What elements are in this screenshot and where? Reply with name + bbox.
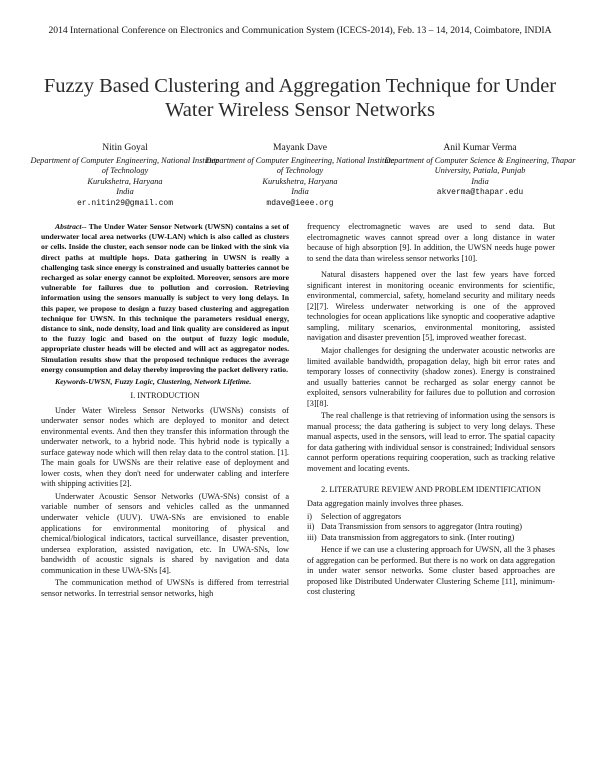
author-city: Kurukshetra, Haryana — [87, 176, 163, 186]
abstract-text: -- The Under Water Sensor Network (UWSN) contains a set of underwater local area networks (UW-LAN) which is also called as clusters or cells. Inside the cluster, each sensor node can be linked with the sink via direct paths at multiple hops. Data gathering in UWSN is really a challenging task since energy is constrained and usually batteries cannot be recharged as solar energy cannot be exploited. Moreover, sensors are more vulnerable for failures due to pollution and corrosion. Retrieving information using the sensors manually is subject to very long delays. In this paper, we propose to design a fuzzy based clustering and aggregation technique for UWSN. In this technique the parameters residual energy, distance to sink, node density, load and link quality are considered as input to the fuzzy logic and based on the output of fuzzy logic module, appropriate cluster heads will be elected and will act as aggregator nodes. Simulation results show that the proposed technique reduces the average energy consumption and delay thereby improving the packet delivery ratio. — [41, 222, 289, 374]
body-paragraph: Natural disasters happened over the last few years have forced significant interest in monitoring oceanic environments for scientific, environmental, commercial, safety, homeland security and military needs [2][7]. Wireless underwater networking is one of the approved technologies for ocean applications like synoptic and cooperative adaptive sampling, military scenarios, environmental monitoring, assisted navigation and disaster prevention [5], improved weather forecast. — [307, 270, 555, 343]
body-paragraph: Underwater Acoustic Sensor Networks (UWA-SNs) consist of a variable number of sensors and vehicles called as the unmanned underwater vehicle (UUV). UWA-SNs are envisioned to enable applications for environmental monitoring of physical and chemical/biological indicators, tactical surveillance, disaster prevention, undersea exploration, assisted navigation, etc. In UWA-SNs, low bandwidth of acoustic signals is shared by navigation and data communication in these UWA-SNs [4]. — [41, 491, 289, 575]
author-email[interactable]: mdave@ieee.org — [266, 198, 334, 208]
author-email[interactable]: akverma@thapar.edu — [436, 188, 524, 198]
abstract-label: Abstract — [55, 222, 82, 231]
conference-header: 2014 International Conference on Electronics and Communication System (ICECS-2014), Feb. 13 – 14, 2014, Coimbatore, INDIA — [48, 25, 552, 36]
author-city: Kurukshetra, Haryana — [262, 176, 338, 186]
author-country: India — [471, 176, 489, 186]
author-dept: Department of Computer Engineering, National Institute of Technology — [205, 156, 395, 176]
author-block-2 — [205, 140, 395, 209]
body-paragraph: Under Water Wireless Sensor Networks (UWSNs) consists of underwater sensor nodes which are deployed to monitor and detect environmental events. And then they transfer this information through the underwater network, to a hybrid node. This hybrid node is typically a surface gateway node which will then relay data to the control station. [1]. The main goals for UWSNs are their relative ease of deployment and lower costs, when they don't need for underwater cabling and interfere with shipping activities [2]. — [41, 405, 289, 489]
section-heading-introduction: I. INTRODUCTION — [130, 391, 200, 401]
body-paragraph: The communication method of UWSNs is differed from terrestrial sensor networks. In terrestrial sensor networks, high — [41, 578, 289, 598]
author-name: Anil Kumar Verma — [443, 142, 517, 153]
author-block-1 — [30, 140, 220, 209]
author-country: India — [291, 187, 309, 197]
body-paragraph: frequency electromagnetic waves are used to send data. But electromagnetic waves cannot spread over a long distance in water because of high absorption [9]. In addition, the UWSN needs huge power to send the data than wireless sensor networks [10]. — [307, 222, 555, 263]
list-text: Selection of aggregators — [321, 511, 402, 521]
author-block-3 — [380, 140, 580, 199]
section-heading-literature-review: 2. LITERATURE REVIEW AND PROBLEM IDENTIFICATION — [321, 484, 541, 494]
list-number: i) — [307, 511, 313, 521]
author-email[interactable]: er.nitin29@gmail.com — [76, 198, 173, 208]
list-number: ii) — [307, 522, 315, 532]
author-dept: Department of Computer Science & Engineering, Thapar University, Patiala, Punjab — [384, 156, 576, 176]
phases-list — [307, 512, 555, 544]
list-item — [307, 512, 555, 523]
author-name: Nitin Goyal — [102, 142, 148, 153]
list-text: Data transmission from aggregators to sink. (Inter routing) — [321, 532, 515, 542]
list-number: iii) — [307, 532, 317, 542]
author-country: India — [116, 187, 134, 197]
author-dept: Department of Computer Engineering, National Institute of Technology — [30, 156, 220, 176]
phases-intro: Data aggregation mainly involves three phases. — [307, 499, 464, 509]
right-column — [307, 222, 555, 600]
body-paragraph: Major challenges for designing the underwater acoustic networks are limited available bandwidth, propagation delay, high bit error rates and temporary losses of connectivity (shadow zones). Energy is constrained and usually batteries cannot be recharged as solar energy cannot be exploited, sensors vulnerability for failures due to pollution and corrosion [3][8]. — [307, 346, 555, 408]
body-paragraph: The real challenge is that retrieving of information using the sensors is manual process; the data gathering is subject to very long delays. These manual aspects, used in the sensors, will lead to error. The spatial capacity for data gathering with individual sensor is constrained; Individual sensors cannot perform operations requiring cooperation, such as tracking relative movement and locating events. — [307, 411, 555, 474]
abstract — [41, 222, 289, 375]
body-paragraph: Hence if we can use a clustering approach for UWSN, all the 3 phases of aggregation can be performed. But there is no work on data aggregation in under water sensor networks. Some cluster based approaches are proposed like Distributed Underwater Clustering Scheme [11], minimum-cost clustering — [307, 545, 555, 597]
keywords: Keywords-UWSN, Fuzzy Logic, Clustering, Network Lifetime. — [55, 377, 252, 387]
list-text: Data Transmission from sensors to aggregator (Intra routing) — [321, 522, 522, 532]
list-item — [307, 533, 555, 544]
author-name: Mayank Dave — [272, 142, 328, 153]
list-item — [307, 522, 555, 533]
left-column — [41, 222, 289, 601]
paper-title: Fuzzy Based Clustering and Aggregation Technique for Under Water Wireless Sensor Networks — [43, 75, 557, 121]
